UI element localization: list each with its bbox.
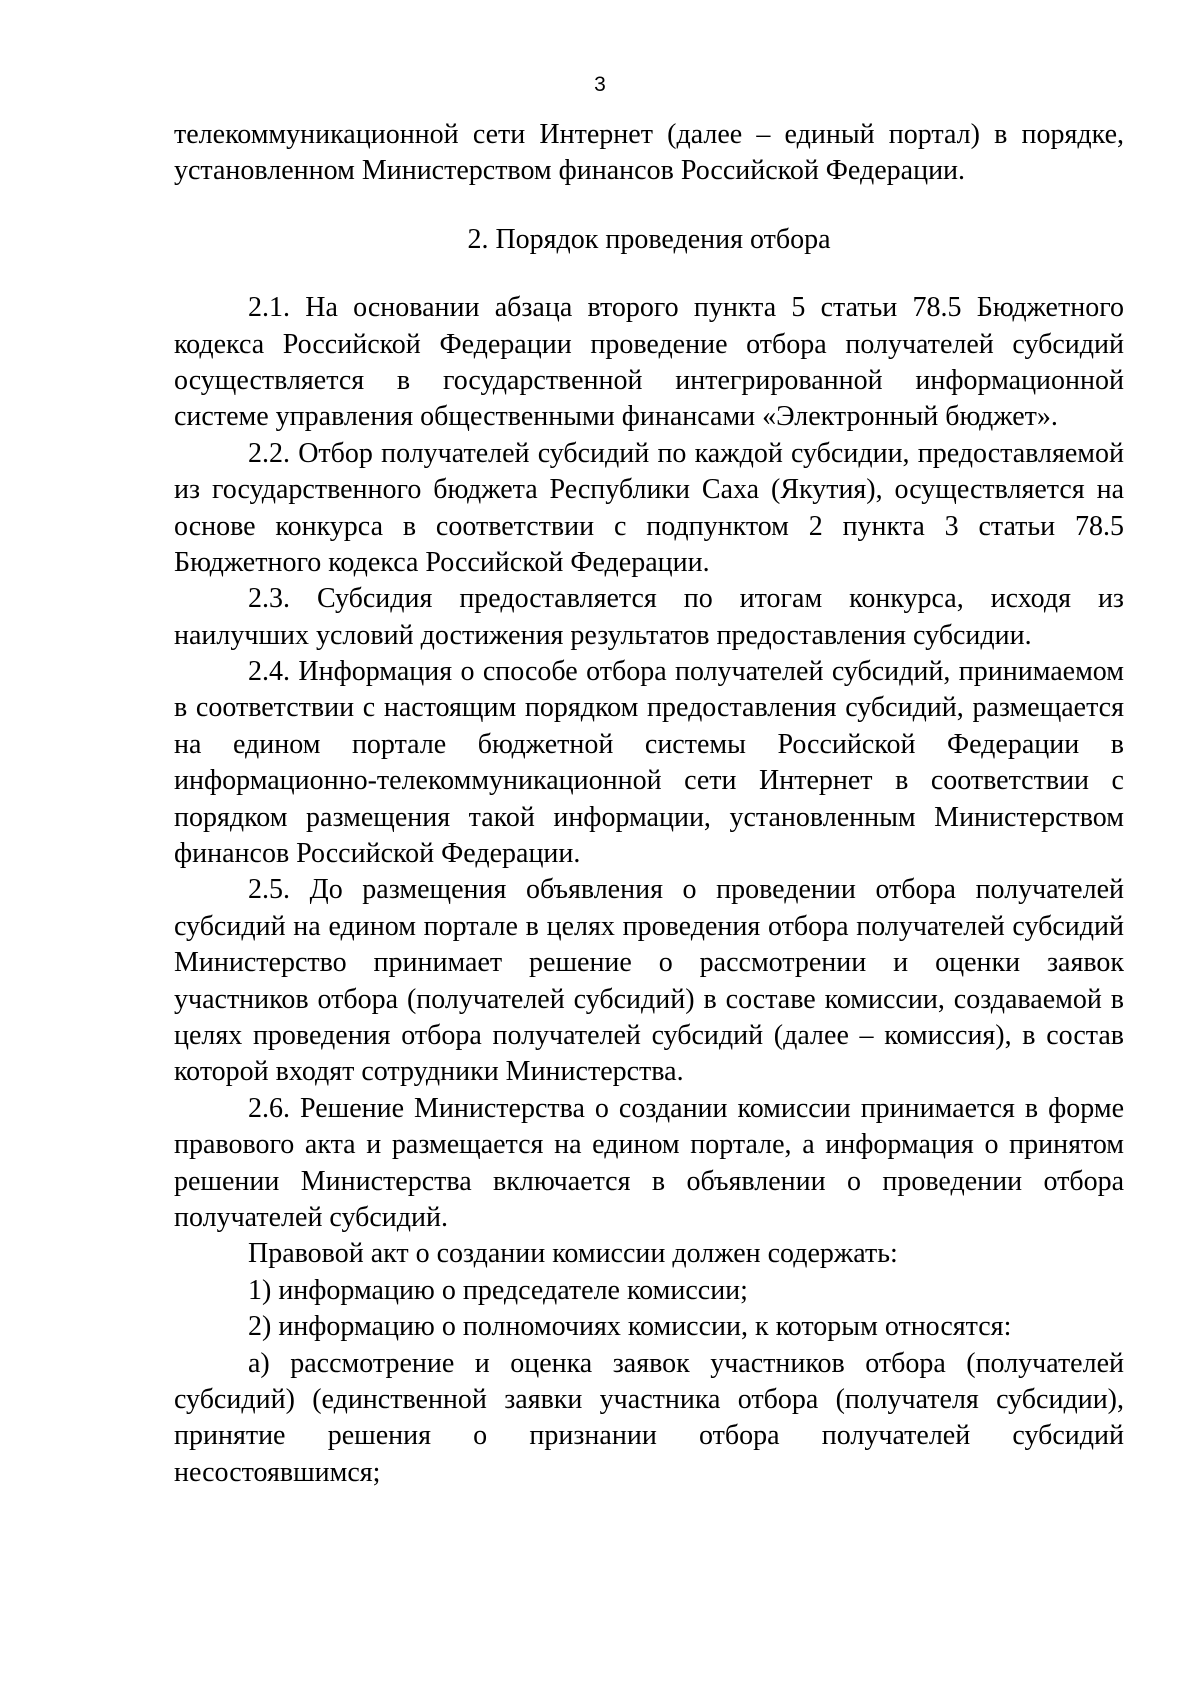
text-line: кодекса Российской Федерации проведение отбора получателей субсидий xyxy=(174,328,1124,360)
section-heading: 2. Порядок проведения отбора xyxy=(467,223,831,255)
blank-line xyxy=(174,258,1124,290)
text-line: установленном Министерством финансов Российской Федерации. xyxy=(174,155,966,187)
text-line: порядком размещения такой информации, установленным Министерством xyxy=(174,801,1124,833)
text-line: финансов Российской Федерации. xyxy=(174,838,581,870)
text-line: принятие решения о признании отбора получателей субсидий xyxy=(174,1420,1124,1452)
text-line: на едином портале бюджетной системы Российской Федерации в xyxy=(174,728,1124,760)
text-line: получателей субсидий. xyxy=(174,1201,448,1233)
text-line: 2.6. Решение Министерства о создании комиссии принимается в форме xyxy=(248,1092,1124,1124)
text-line: которой входят сотрудники Министерства. xyxy=(174,1056,684,1088)
text-line: Министерство принимает решение о рассмотрении и оценки заявок xyxy=(174,947,1124,979)
text-line: Правовой акт о создании комиссии должен содержать: xyxy=(248,1238,898,1270)
text-line: субсидий на едином портале в целях проведения отбора получателей субсидий xyxy=(174,910,1124,942)
text-line: информационно-телекоммуникационной сети Интернет в соответствии с xyxy=(174,765,1124,797)
text-line: наилучших условий достижения результатов предоставления субсидии. xyxy=(174,619,1032,651)
text-line: основе конкурса в соответствии с подпунктом 2 пункта 3 статьи 78.5 xyxy=(174,510,1124,542)
text-line: 2.3. Субсидия предоставляется по итогам конкурса, исходя из xyxy=(248,583,1124,615)
text-line: 2.4. Информация о способе отбора получателей субсидий, принимаемом xyxy=(248,656,1124,688)
text-line: в соответствии с настоящим порядком предоставления субсидий, размещается xyxy=(174,692,1124,724)
text-line: правового акта и размещается на едином портале, а информация о принятом xyxy=(174,1129,1124,1161)
document-body xyxy=(174,117,1124,1491)
text-line: осуществляется в государственной интегрированной информационной xyxy=(174,364,1124,396)
text-line: телекоммуникационной сети Интернет (далее – единый портал) в порядке, xyxy=(174,119,1124,150)
text-line: системе управления общественными финансами «Электронный бюджет». xyxy=(174,401,1058,433)
text-line: несостоявшимся; xyxy=(174,1456,381,1488)
text-line: 2.1. На основании абзаца второго пункта 5 статьи 78.5 Бюджетного xyxy=(248,292,1124,324)
text-line: Бюджетного кодекса Российской Федерации. xyxy=(174,546,710,578)
text-line: 2.5. До размещения объявления о проведении отбора получателей xyxy=(248,874,1124,906)
text-line: решении Министерства включается в объявлении о проведении отбора xyxy=(174,1165,1124,1197)
text-line: а) рассмотрение и оценка заявок участников отбора (получателей xyxy=(248,1347,1124,1379)
page-number: 3 xyxy=(594,73,606,96)
text-line: целях проведения отбора получателей субсидий (далее – комиссия), в состав xyxy=(174,1019,1124,1051)
text-line: 2) информацию о полномочиях комиссии, к которым относятся: xyxy=(248,1311,1012,1343)
text-line: 2.2. Отбор получателей субсидий по каждой субсидии, предоставляемой xyxy=(248,437,1124,469)
text-line: участников отбора (получателей субсидий) в составе комиссии, создаваемой в xyxy=(174,983,1124,1015)
blank-line xyxy=(174,190,1124,222)
text-line: субсидий) (единственной заявки участника отбора (получателя субсидии), xyxy=(174,1383,1124,1415)
text-line: из государственного бюджета Республики Саха (Якутия), осуществляется на xyxy=(174,474,1124,506)
text-line: 1) информацию о председателе комиссии; xyxy=(248,1274,748,1306)
